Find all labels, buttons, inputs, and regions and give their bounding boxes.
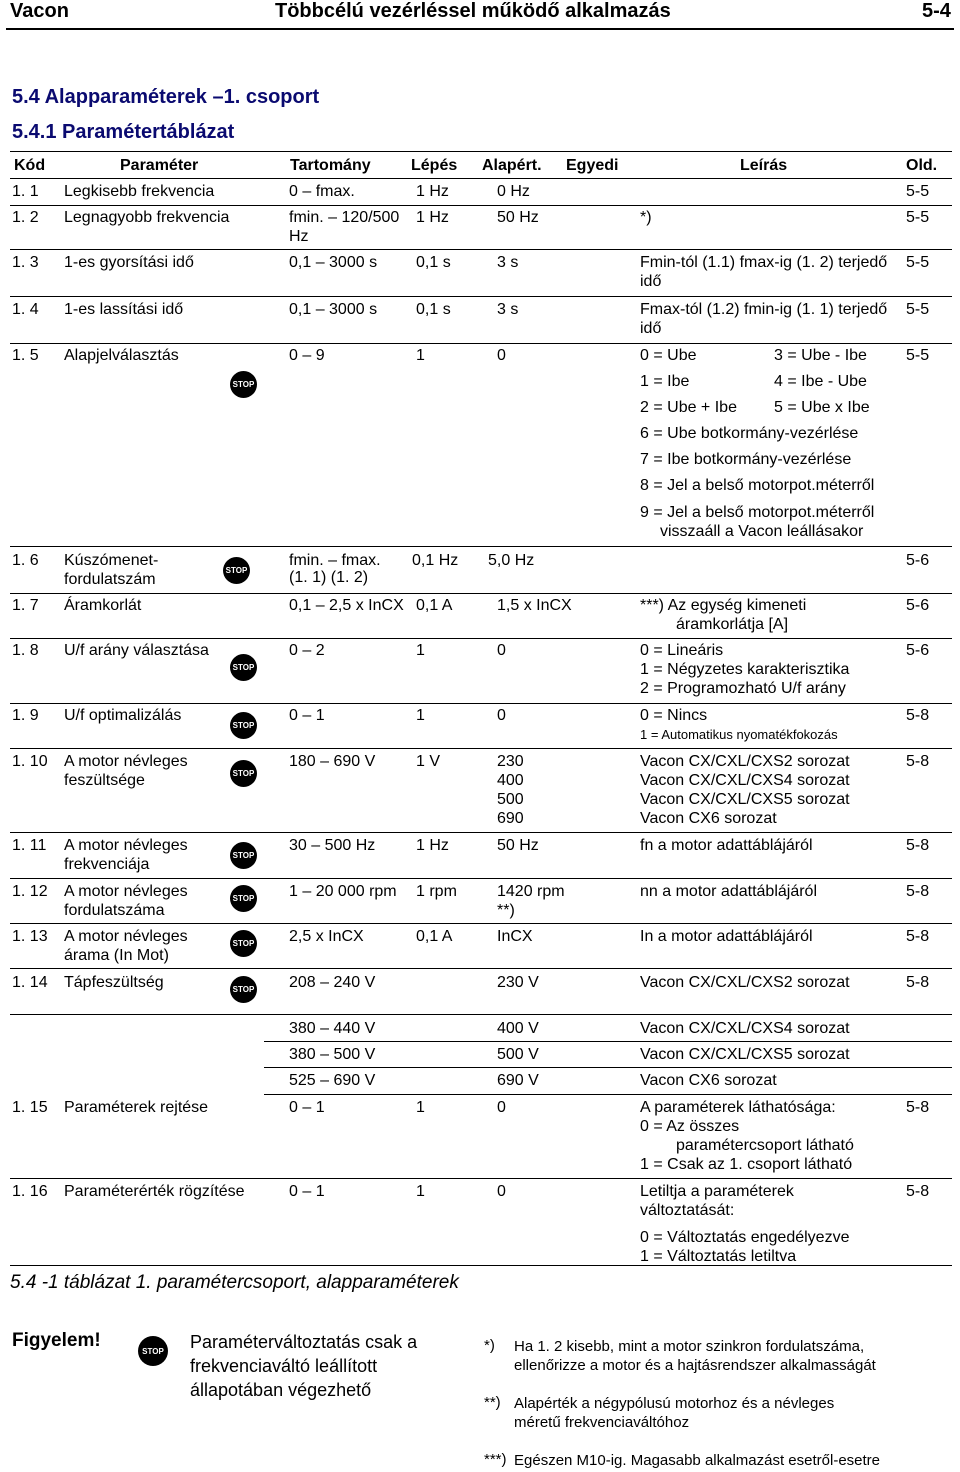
col-header-step: Lépés [411, 157, 458, 174]
param-row-1-9-name: U/f optimalizálás [64, 707, 182, 724]
param-row-1-11-name: A motor névleges [64, 837, 188, 854]
param-row-1-5-desc: 1 = Ibe [640, 373, 690, 390]
param-row-1-12-name: A motor névleges [64, 883, 188, 900]
param-row-1-2-range: Hz [289, 228, 309, 245]
param-row-1-11-page: 5-8 [906, 837, 930, 854]
col-header-param: Paraméter [120, 157, 199, 174]
param-row-1-4-page: 5-5 [906, 301, 930, 318]
param-row-1-5-desc: 9 = Jel a belső motorpot.méterről [640, 504, 875, 521]
param-row-1-7-step: 0,1 A [416, 597, 453, 614]
param-row-1-5-name: Alapjelválasztás [64, 347, 179, 364]
param-row-1-12-step: 1 rpm [416, 883, 457, 900]
col-header-desc: Leírás [740, 157, 788, 174]
param-row-1-10-name: A motor névleges [64, 753, 188, 770]
param-row-1-7-code: 1. 7 [12, 597, 39, 614]
row-divider [264, 1041, 952, 1042]
param-row-1-1-code: 1. 1 [12, 183, 39, 200]
footnote-text: Egészen M10-ig. Magasabb alkalmazást esetről-esetre [514, 1452, 881, 1469]
param-row-1-2-step: 1 Hz [416, 209, 449, 226]
col-header-code: Kód [14, 157, 46, 174]
param-row-cont-default: 400 V [497, 1020, 539, 1037]
param-row-1-13-page: 5-8 [906, 928, 930, 945]
param-row-1-2-default: 50 Hz [497, 209, 539, 226]
stop-icon: STOP [230, 930, 257, 957]
row-divider [10, 343, 952, 344]
table-top-rule [10, 151, 952, 152]
param-row-1-10-default: 500 [497, 791, 524, 808]
param-row-1-11-code: 1. 11 [12, 837, 47, 854]
param-row-1-2-name: Legnagyobb frekvencia [64, 209, 230, 226]
param-row-1-8-desc: 1 = Négyzetes karakterisztika [640, 661, 850, 678]
param-row-1-1-default: 0 Hz [497, 183, 530, 200]
param-row-1-8-step: 1 [416, 642, 425, 659]
param-row-1-14-code: 1. 14 [12, 974, 48, 991]
param-row-1-8-default: 0 [497, 642, 506, 659]
row-divider [10, 1178, 952, 1179]
param-row-1-10-default: 230 [497, 753, 524, 770]
param-row-cont-default: 500 V [497, 1046, 539, 1063]
row-divider [10, 1014, 952, 1015]
stop-icon: STOP [230, 885, 257, 912]
param-row-1-6-step: 0,1 Hz [412, 552, 459, 569]
param-row-1-10-desc: Vacon CX/CXL/CXS5 sorozat [640, 791, 850, 808]
param-row-1-7-range: 0,1 – 2,5 x InCX [289, 597, 404, 614]
param-row-1-7-default: 1,5 x InCX [497, 597, 572, 614]
row-divider [10, 638, 952, 639]
stop-icon: STOP [230, 371, 257, 398]
param-row-1-1-step: 1 Hz [416, 183, 449, 200]
param-row-1-2-page: 5-5 [906, 209, 930, 226]
param-row-1-16-step: 1 [416, 1183, 425, 1200]
table-header-rule [10, 178, 952, 179]
param-row-1-9-desc: 1 = Automatikus nyomatékfokozás [640, 727, 838, 742]
section-title: 5.4 Alapparaméterek –1. csoport [12, 86, 320, 108]
param-row-1-5-desc2: 4 = Ibe - Ube [774, 373, 867, 390]
param-row-1-4-name: 1-es lassítási idő [64, 301, 184, 318]
param-row-1-8-page: 5-6 [906, 642, 930, 659]
row-divider [264, 1067, 952, 1068]
stop-icon: STOP [230, 760, 257, 787]
param-row-1-4-desc: Fmax-tól (1.2) fmin-ig (1. 1) terjedő [640, 301, 888, 318]
param-row-1-3-step: 0,1 s [416, 254, 451, 271]
footnote-text: méretű frekvenciaváltóhoz [514, 1414, 690, 1431]
param-row-1-4-code: 1. 4 [12, 301, 39, 318]
param-row-1-15-desc: paramétercsoport látható [676, 1137, 854, 1154]
param-row-1-10-default: 400 [497, 772, 524, 789]
param-row-1-16-page: 5-8 [906, 1183, 930, 1200]
footnote-key: *) [484, 1337, 495, 1354]
param-row-1-10-code: 1. 10 [12, 753, 48, 770]
param-row-1-6-page: 5-6 [906, 552, 930, 569]
row-divider [10, 878, 952, 879]
warning-title: Figyelem! [12, 1330, 101, 1351]
param-row-1-7-desc: áramkorlátja [A] [676, 616, 789, 633]
param-row-1-6-name: Kúszómenet- [64, 552, 159, 569]
row-divider [10, 593, 952, 594]
row-divider [264, 1094, 952, 1095]
param-row-1-16-range: 0 – 1 [289, 1183, 325, 1200]
param-row-cont-desc: Vacon CX/CXL/CXS4 sorozat [640, 1020, 850, 1037]
footnote-key: **) [484, 1394, 501, 1411]
param-row-1-10-page: 5-8 [906, 753, 930, 770]
param-row-1-5-desc: visszaáll a Vacon leállásakor [660, 523, 864, 540]
param-row-1-3-desc: Fmin-tól (1.1) fmax-ig (1. 2) terjedő [640, 254, 888, 271]
param-row-1-15-name: Paraméterek rejtése [64, 1099, 209, 1116]
param-row-1-13-code: 1. 13 [12, 928, 48, 945]
stop-icon: STOP [230, 712, 257, 739]
param-row-1-12-page: 5-8 [906, 883, 930, 900]
param-row-1-9-page: 5-8 [906, 707, 930, 724]
param-row-1-15-code: 1. 15 [12, 1099, 48, 1116]
param-row-1-16-default: 0 [497, 1183, 506, 1200]
param-row-1-11-range: 30 – 500 Hz [289, 837, 376, 854]
param-row-1-8-range: 0 – 2 [289, 642, 325, 659]
row-divider [10, 1265, 952, 1266]
stop-icon: STOP [230, 842, 257, 869]
header-rule [6, 28, 954, 30]
param-row-1-15-step: 1 [416, 1099, 425, 1116]
param-row-1-2-range: fmin. – 120/500 [289, 209, 400, 226]
param-row-1-8-name: U/f arány választása [64, 642, 209, 659]
param-row-1-9-range: 0 – 1 [289, 707, 325, 724]
param-row-1-1-page: 5-5 [906, 183, 930, 200]
param-row-1-9-desc: 0 = Nincs [640, 707, 708, 724]
param-row-1-3-default: 3 s [497, 254, 519, 271]
table-caption: 5.4 -1 táblázat 1. paramétercsoport, alapparaméterek [10, 1272, 459, 1293]
param-row-1-16-code: 1. 16 [12, 1183, 48, 1200]
param-row-1-14-page: 5-8 [906, 974, 930, 991]
param-row-1-9-step: 1 [416, 707, 425, 724]
param-row-1-15-desc: A paraméterek láthatósága: [640, 1099, 836, 1116]
param-row-1-6-default: 5,0 Hz [488, 552, 535, 569]
param-row-1-16-desc: változtatását: [640, 1202, 735, 1219]
param-row-1-1-range: 0 – fmax. [289, 183, 355, 200]
param-row-1-10-desc: Vacon CX6 sorozat [640, 810, 777, 827]
param-row-1-8-code: 1. 8 [12, 642, 39, 659]
param-row-1-7-desc: ***) Az egység kimeneti [640, 597, 807, 614]
param-row-1-10-desc: Vacon CX/CXL/CXS4 sorozat [640, 772, 850, 789]
param-row-1-9-default: 0 [497, 707, 506, 724]
param-row-1-16-desc: 1 = Változtatás letiltva [640, 1248, 797, 1265]
param-row-1-6-code: 1. 6 [12, 552, 39, 569]
param-row-1-8-desc: 0 = Lineáris [640, 642, 724, 659]
page-header [0, 0, 960, 26]
param-row-1-3-desc: idő [640, 273, 662, 290]
param-row-1-11-desc: fn a motor adattáblájáról [640, 837, 813, 854]
param-row-1-5-default: 0 [497, 347, 506, 364]
row-divider [10, 249, 952, 250]
param-row-1-3-page: 5-5 [906, 254, 930, 271]
col-header-default: Alapért. [482, 157, 542, 174]
stop-icon: STOP [223, 557, 250, 584]
param-row-1-14-name: Tápfeszültség [64, 974, 164, 991]
row-divider [10, 748, 952, 749]
stop-icon: STOP [230, 654, 257, 681]
param-row-cont-default: 690 V [497, 1072, 539, 1089]
param-row-1-12-code: 1. 12 [12, 883, 48, 900]
param-row-1-4-range: 0,1 – 3000 s [289, 301, 378, 318]
param-row-1-9-code: 1. 9 [12, 707, 39, 724]
row-divider [10, 703, 952, 704]
document-title: Többcélú vezérléssel működő alkalmazás [275, 0, 671, 22]
param-row-1-13-desc: In a motor adattáblájáról [640, 928, 813, 945]
param-row-1-16-desc: 0 = Változtatás engedélyezve [640, 1229, 850, 1246]
param-row-1-13-name: A motor névleges [64, 928, 188, 945]
param-row-1-12-range: 1 – 20 000 rpm [289, 883, 397, 900]
param-row-1-13-default: InCX [497, 928, 533, 945]
param-row-1-15-desc: 0 = Az összes [640, 1118, 740, 1135]
footnote-text: ellenőrizze a motor és a hajtásrendszer alkalmasságát [514, 1357, 876, 1374]
param-row-1-10-desc: Vacon CX/CXL/CXS2 sorozat [640, 753, 850, 770]
param-row-1-13-name: árama (In Mot) [64, 947, 169, 964]
param-row-1-3-range: 0,1 – 3000 s [289, 254, 378, 271]
param-row-1-12-default: **) [497, 902, 515, 919]
row-divider [10, 205, 952, 206]
row-divider [10, 546, 952, 547]
section-subtitle: 5.4.1 Paramétertáblázat [12, 121, 235, 143]
param-row-1-10-range: 180 – 690 V [289, 753, 376, 770]
param-row-1-5-desc: 0 = Ube [640, 347, 697, 364]
param-row-1-10-name: feszültsége [64, 772, 145, 789]
param-row-1-11-default: 50 Hz [497, 837, 539, 854]
param-row-1-1-name: Legkisebb frekvencia [64, 183, 215, 200]
param-row-1-16-desc: Letiltja a paraméterek [640, 1183, 794, 1200]
param-row-1-2-code: 1. 2 [12, 209, 39, 226]
param-row-1-12-desc: nn a motor adattáblájáról [640, 883, 817, 900]
param-row-1-7-page: 5-6 [906, 597, 930, 614]
footnote-text: Alapérték a négypólusú motorhoz és a névleges [514, 1395, 835, 1412]
param-row-cont-range: 380 – 500 V [289, 1046, 376, 1063]
param-row-1-5-page: 5-5 [906, 347, 930, 364]
col-header-range: Tartomány [290, 157, 371, 174]
param-row-1-15-default: 0 [497, 1099, 506, 1116]
col-header-custom: Egyedi [566, 157, 619, 174]
param-row-1-6-name: fordulatszám [64, 571, 156, 588]
param-row-1-15-page: 5-8 [906, 1099, 930, 1116]
row-divider [10, 832, 952, 833]
param-row-1-5-desc2: 3 = Ube - Ibe [774, 347, 867, 364]
param-row-1-14-default: 230 V [497, 974, 539, 991]
param-row-1-6-range: (1. 1) (1. 2) [289, 569, 369, 586]
param-row-1-10-step: 1 V [416, 753, 441, 770]
footnote-key: ***) [484, 1451, 507, 1468]
param-row-1-5-code: 1. 5 [12, 347, 39, 364]
param-row-1-13-step: 0,1 A [416, 928, 453, 945]
param-row-1-4-step: 0,1 s [416, 301, 451, 318]
param-row-cont-desc: Vacon CX/CXL/CXS5 sorozat [640, 1046, 850, 1063]
row-divider [10, 968, 952, 969]
page-number: 5-4 [922, 0, 951, 22]
param-row-1-10-default: 690 [497, 810, 524, 827]
warning-text: Paraméterváltoztatás csak a frekvenciaváltó leállított állapotában végezhető [190, 1332, 418, 1400]
param-row-1-12-name: fordulatszáma [64, 902, 165, 919]
param-row-1-4-desc: idő [640, 320, 662, 337]
param-row-1-5-desc: 8 = Jel a belső motorpot.méterről [640, 477, 875, 494]
param-row-1-13-range: 2,5 x InCX [289, 928, 364, 945]
param-row-1-12-default: 1420 rpm [497, 883, 565, 900]
param-row-1-4-default: 3 s [497, 301, 519, 318]
brand-name: Vacon [10, 0, 69, 22]
param-row-1-5-desc: 7 = Ibe botkormány-vezérlése [640, 451, 852, 468]
param-row-cont-desc: Vacon CX6 sorozat [640, 1072, 777, 1089]
param-row-cont-range: 380 – 440 V [289, 1020, 376, 1037]
row-divider [10, 296, 952, 297]
param-row-1-14-desc: Vacon CX/CXL/CXS2 sorozat [640, 974, 850, 991]
param-row-1-5-desc: 6 = Ube botkormány-vezérlése [640, 425, 859, 442]
param-row-1-2-desc: *) [640, 209, 652, 226]
param-row-cont-range: 525 – 690 V [289, 1072, 376, 1089]
param-row-1-14-range: 208 – 240 V [289, 974, 376, 991]
footnote-text: Ha 1. 2 kisebb, mint a motor szinkron fordulatszáma, [514, 1338, 865, 1355]
param-row-1-3-name: 1-es gyorsítási idő [64, 254, 194, 271]
param-row-1-16-name: Paraméterérték rögzítése [64, 1183, 245, 1200]
param-row-1-7-name: Áramkorlát [64, 597, 142, 614]
param-row-1-5-step: 1 [416, 347, 425, 364]
stop-icon: STOP [230, 976, 257, 1003]
param-row-1-6-range: fmin. – fmax. [289, 552, 381, 569]
stop-icon: STOP [138, 1336, 168, 1366]
param-row-1-5-desc: 2 = Ube + Ibe [640, 399, 737, 416]
param-row-1-15-desc: 1 = Csak az 1. csoport látható [640, 1156, 853, 1173]
param-row-1-5-desc2: 5 = Ube x Ibe [774, 399, 870, 416]
param-row-1-11-step: 1 Hz [416, 837, 449, 854]
param-row-1-5-range: 0 – 9 [289, 347, 325, 364]
row-divider [10, 923, 952, 924]
param-row-1-8-desc: 2 = Programozható U/f arány [640, 680, 846, 697]
param-row-1-15-range: 0 – 1 [289, 1099, 325, 1116]
param-row-1-3-code: 1. 3 [12, 254, 39, 271]
col-header-page: Old. [906, 157, 938, 174]
param-row-1-11-name: frekvenciája [64, 856, 150, 873]
